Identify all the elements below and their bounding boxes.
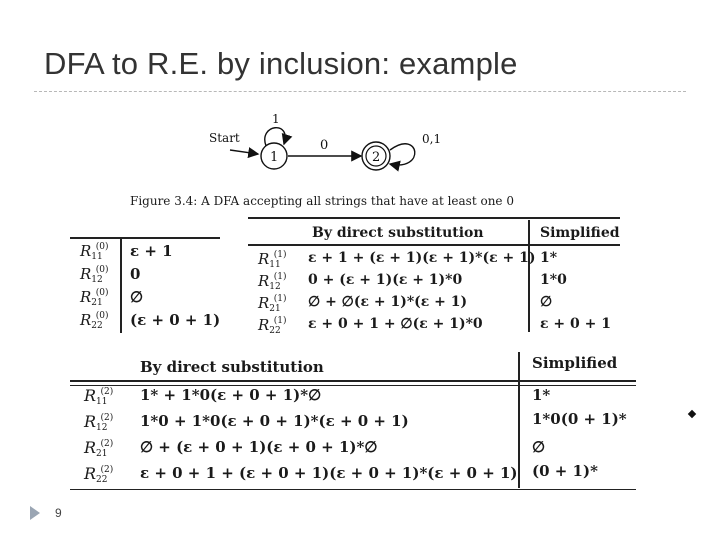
table0-row-name: $R_{12}^{(0)}$: [80, 265, 109, 285]
table2-row-direct: 1* + 1*0(ε + 0 + 1)*∅: [140, 386, 322, 404]
table0-top-rule: [70, 237, 220, 239]
table1-col-divider: [528, 220, 530, 332]
table2-row-simplified: 1*: [532, 386, 551, 404]
table2-row-direct: ∅ + (ε + 0 + 1)(ε + 0 + 1)*∅: [140, 438, 378, 456]
table1-row-simplified: 1*0: [540, 272, 567, 288]
table2-row-name: $R_{22}^{(2)}$: [84, 464, 114, 485]
table0-row-value: ∅: [130, 288, 144, 306]
table1-row-simplified: ε + 0 + 1: [540, 316, 611, 332]
table2-row-name: $R_{11}^{(2)}$: [84, 386, 114, 407]
table1-header-simplified: Simplified: [540, 225, 620, 241]
table1-row-name: $R_{12}^{(1)}$: [258, 272, 287, 292]
state-2-loop-label: 0,1: [422, 132, 442, 146]
state-1-loop-label: 1: [272, 112, 280, 126]
table2-row-direct: ε + 0 + 1 + (ε + 0 + 1)(ε + 0 + 1)*(ε + 0 + 1): [140, 464, 518, 482]
table1-row-name: $R_{11}^{(1)}$: [258, 250, 287, 270]
table1-row-simplified: 1*: [540, 250, 558, 266]
table1-header-direct: By direct substitution: [312, 225, 484, 241]
start-arrow: [230, 150, 258, 154]
table0-row-name: $R_{11}^{(0)}$: [80, 242, 109, 262]
state-2-loop: [390, 144, 415, 165]
diamond-bullet-icon: [688, 410, 696, 418]
state-1-label: 1: [270, 150, 279, 165]
table2-row-name: $R_{12}^{(2)}$: [84, 412, 114, 433]
table1-row-name: $R_{21}^{(1)}$: [258, 294, 287, 314]
table1-row-direct: ε + 1 + (ε + 1)(ε + 1)*(ε + 1): [308, 250, 536, 266]
table2-col-divider: [518, 352, 520, 488]
table2-row-direct: 1*0 + 1*0(ε + 0 + 1)*(ε + 0 + 1): [140, 412, 409, 430]
table1-row-direct: 0 + (ε + 1)(ε + 1)*0: [308, 272, 463, 288]
dfa-diagram: [200, 106, 460, 186]
table0-row-value: (ε + 0 + 1): [130, 311, 221, 329]
edge-1-2-label: 0: [320, 138, 329, 153]
footer-arrow-icon: [30, 506, 40, 520]
table2-header-rule: [70, 380, 636, 382]
title-divider: [34, 91, 686, 92]
table0-row-value: 0: [130, 265, 141, 283]
page-number: 9: [55, 506, 62, 520]
table2-row-simplified: 1*0(0 + 1)*: [532, 410, 627, 428]
table2-row-simplified: ∅: [532, 438, 546, 456]
table2-row-simplified: (0 + 1)*: [532, 462, 598, 480]
table0-row-name: $R_{21}^{(0)}$: [80, 288, 109, 308]
table1-top-rule: [248, 217, 620, 219]
table2-header-simplified: Simplified: [532, 354, 618, 372]
figure-caption: Figure 3.4: A DFA accepting all strings that have at least one 0: [130, 194, 514, 208]
table0-separator: [120, 237, 122, 333]
table2-bottom-rule: [70, 489, 636, 490]
table1-header-rule: [248, 244, 620, 246]
state-2-label: 2: [372, 150, 381, 165]
table0-row-name: $R_{22}^{(0)}$: [80, 311, 109, 331]
start-label: Start: [209, 131, 240, 145]
slide-title: DFA to R.E. by inclusion: example: [44, 46, 518, 81]
table1-row-direct: ∅ + ∅(ε + 1)*(ε + 1): [308, 294, 468, 310]
table1-row-name: $R_{22}^{(1)}$: [258, 316, 287, 336]
table2-row-name: $R_{21}^{(2)}$: [84, 438, 114, 459]
table0-row-value: ε + 1: [130, 242, 173, 260]
table2-header-direct: By direct substitution: [140, 358, 324, 376]
table1-row-direct: ε + 0 + 1 + ∅(ε + 1)*0: [308, 316, 483, 332]
table1-row-simplified: ∅: [540, 294, 553, 310]
